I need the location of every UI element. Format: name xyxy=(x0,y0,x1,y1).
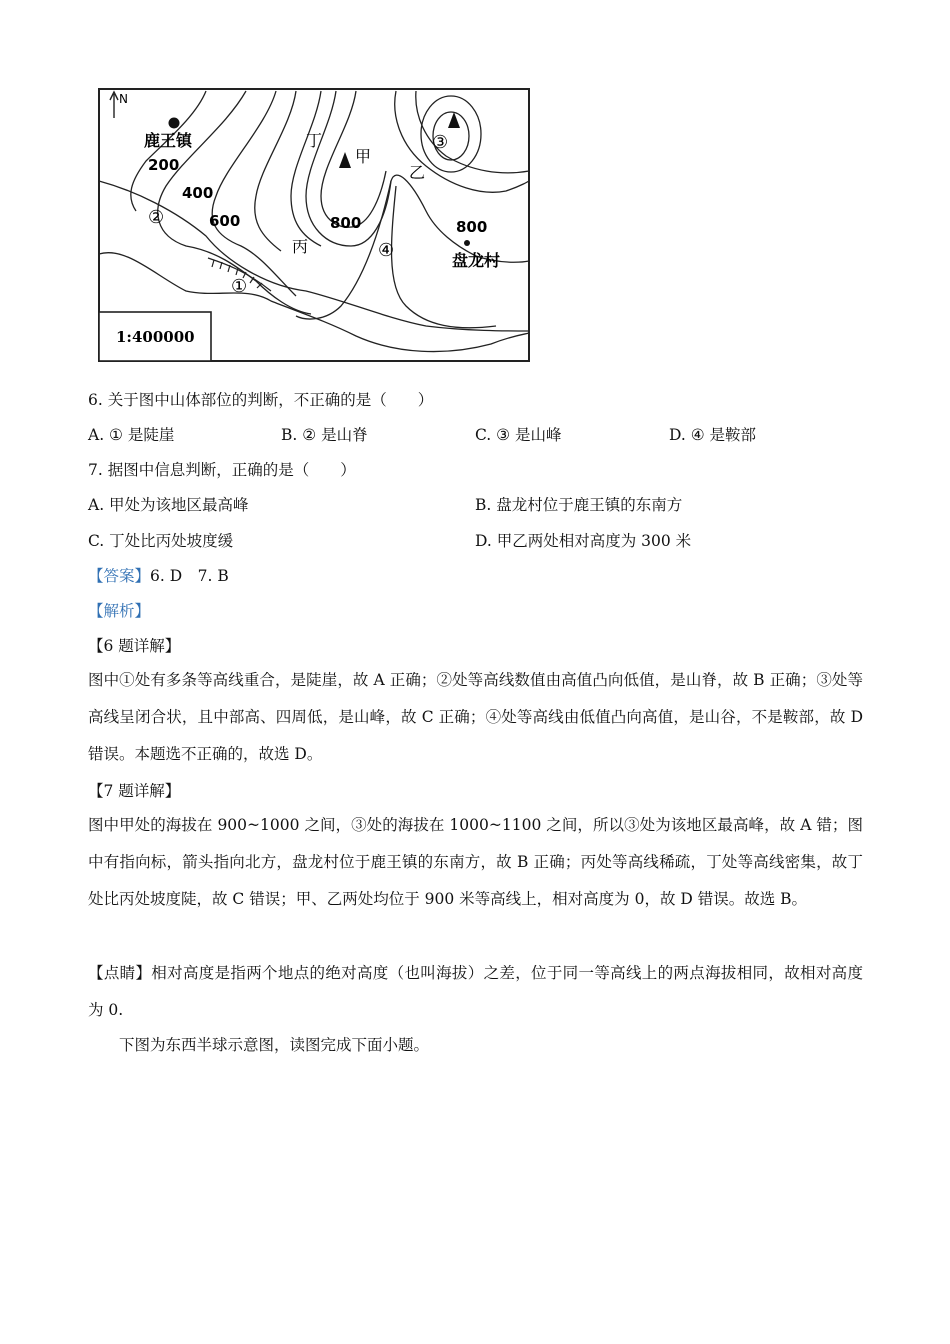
q6-option-a: A. ① 是陡崖 xyxy=(88,426,175,444)
point-yi-label: 乙 xyxy=(409,163,426,182)
q7-option-a: A. 甲处为该地区最高峰 xyxy=(88,496,249,514)
town-label: 鹿王镇 xyxy=(144,131,193,150)
contour-label-800-a: 800 xyxy=(330,214,362,232)
q6-option-d: D. ④ 是鞍部 xyxy=(669,426,757,444)
next-section-intro: 下图为东西半球示意图，读图完成下面小题。 xyxy=(119,1036,430,1054)
town-dot-icon xyxy=(169,118,180,129)
point-ding-label: 丁 xyxy=(306,131,323,150)
point-bing-label: 丙 xyxy=(292,237,309,256)
answer-label: 【答案】 xyxy=(88,567,151,585)
contour-label-600: 600 xyxy=(209,212,241,230)
q7-option-b: B. 盘龙村位于鹿王镇的东南方 xyxy=(475,496,683,514)
point-4-label: ④ xyxy=(378,240,395,261)
village-label: 盘龙村 xyxy=(452,251,501,270)
point-1-label: ① xyxy=(231,276,248,297)
point-3-label: ③ xyxy=(432,132,449,153)
point-2-label: ② xyxy=(148,207,165,228)
village-dot-icon xyxy=(464,240,470,246)
detail7-label: 【7 题详解】 xyxy=(88,782,181,800)
contour-map xyxy=(96,86,532,364)
detail6-text: 图中①处有多条等高线重合，是陡崖，故 A 正确；②处等高线数值由高值凸向低值，是山脊，故 B 正确；③处等高线呈闭合状，且中部高、四周低，是山峰，故 C 正确；④处等高线由低值凸向高值，是山谷，不是鞍部，故 D 错误。本题选不正确的，故选 D。 xyxy=(88,671,863,763)
contour-label-400: 400 xyxy=(182,184,214,202)
analysis-label: 【解析】 xyxy=(88,602,151,620)
contour-label-800-b: 800 xyxy=(456,218,488,236)
north-label: N xyxy=(119,92,128,106)
q6-option-c: C. ③ 是山峰 xyxy=(475,426,562,444)
contour-label-200: 200 xyxy=(148,156,180,174)
tip-paragraph xyxy=(88,955,863,1029)
q7-stem: 7. 据图中信息判断，正确的是（ ） xyxy=(88,461,356,479)
answer-line xyxy=(88,565,229,587)
scale-label: 1:400000 xyxy=(116,328,195,346)
contour-map-svg xyxy=(96,86,532,364)
q7-option-c: C. 丁处比丙处坡度缓 xyxy=(88,532,234,550)
answer-text: 6. D 7. B xyxy=(150,567,229,585)
tip-label: 【点睛】 xyxy=(88,964,152,982)
q6-option-b: B. ② 是山脊 xyxy=(281,426,368,444)
q7-option-d: D. 甲乙两处相对高度为 300 米 xyxy=(475,532,692,550)
q6-stem: 6. 关于图中山体部位的判断，不正确的是（ ） xyxy=(88,391,434,409)
point-jia-label: 甲 xyxy=(355,147,372,166)
detail6-label: 【6 题详解】 xyxy=(88,637,181,655)
tip-text: 相对高度是指两个地点的绝对高度（也叫海拔）之差，位于同一等高线上的两点海拔相同，故相对高度为 0. xyxy=(88,964,863,1019)
detail7-text: 图中甲处的海拔在 900~1000 之间，③处的海拔在 1000~1100 之间，所以③处为该地区最高峰，故 A 错；图中有指向标，箭头指向北方，盘龙村位于鹿王镇的东南方，故 B 正确；丙处等高线稀疏，丁处等高线密集，故丁处比丙处坡度陡，故 C 错误；甲、乙两处均位于 900 米等高线上，相对高度为 0，故 D 错误。故选 B。 xyxy=(88,816,863,908)
